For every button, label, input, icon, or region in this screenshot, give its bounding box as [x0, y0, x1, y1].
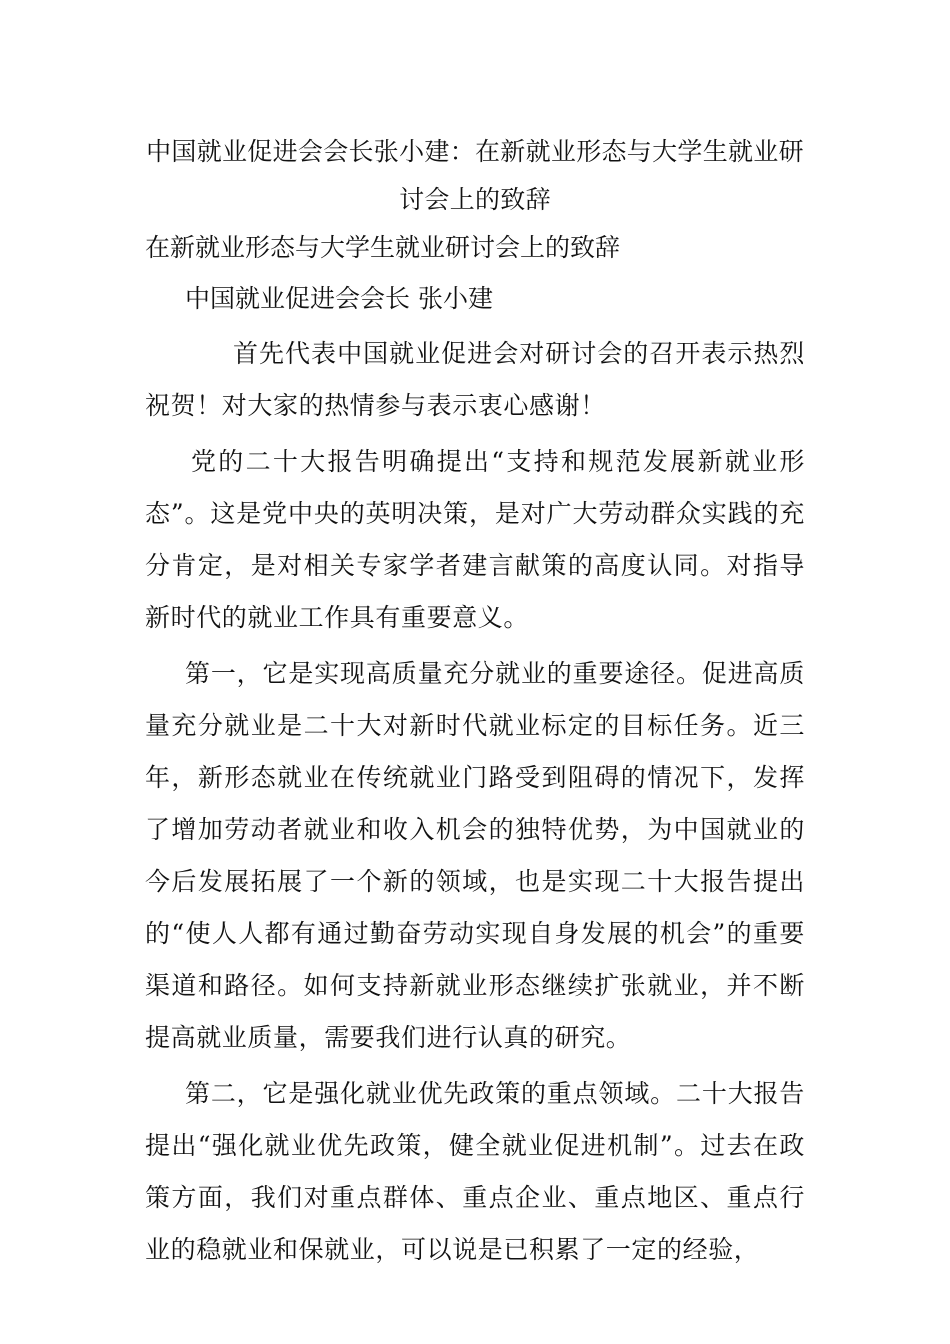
paragraph-second-point: 第二，它是强化就业优先政策的重点领域。二十大报告提出“强化就业优先政策，健全就业促进机制”。过去在政策方面，我们对重点群体、重点企业、重点地区、重点行业的稳就业和保就业，可以说是已积累了一定的经验， — [145, 1079, 805, 1264]
document-subtitle: 在新就业形态与大学生就业研讨会上的致辞 — [145, 233, 621, 262]
paragraph-greeting: 首先代表中国就业促进会对研讨会的召开表示热烈祝贺！对大家的热情参与表示衷心感谢！ — [145, 339, 805, 420]
document-page — [145, 128, 805, 1276]
document-title: 中国就业促进会会长张小建：在新就业形态与大学生就业研讨会上的致辞 — [146, 137, 804, 214]
paragraph-report: 党的二十大报告明确提出“支持和规范发展新就业形态”。这是党中央的英明决策，是对广大劳动群众实践的充分肯定，是对相关专家学者建言献策的高度认同。对指导新时代的就业工作具有重要意义。 — [145, 447, 805, 632]
author-byline: 中国就业促进会会长 张小建 — [185, 284, 493, 313]
paragraph-first-point: 第一，它是实现高质量充分就业的重要途径。促进高质量充分就业是二十大对新时代就业标定的目标任务。近三年，新形态就业在传统就业门路受到阻碍的情况下，发挥了增加劳动者就业和收入机会的独特优势，为中国就业的今后发展拓展了一个新的领域，也是实现二十大报告提出的“使人人都有通过勤奋劳动实现自身发展的机会”的重要渠道和路径。如何支持新就业形态继续扩张就业，并不断提高就业质量，需要我们进行认真的研究。 — [145, 659, 805, 1052]
